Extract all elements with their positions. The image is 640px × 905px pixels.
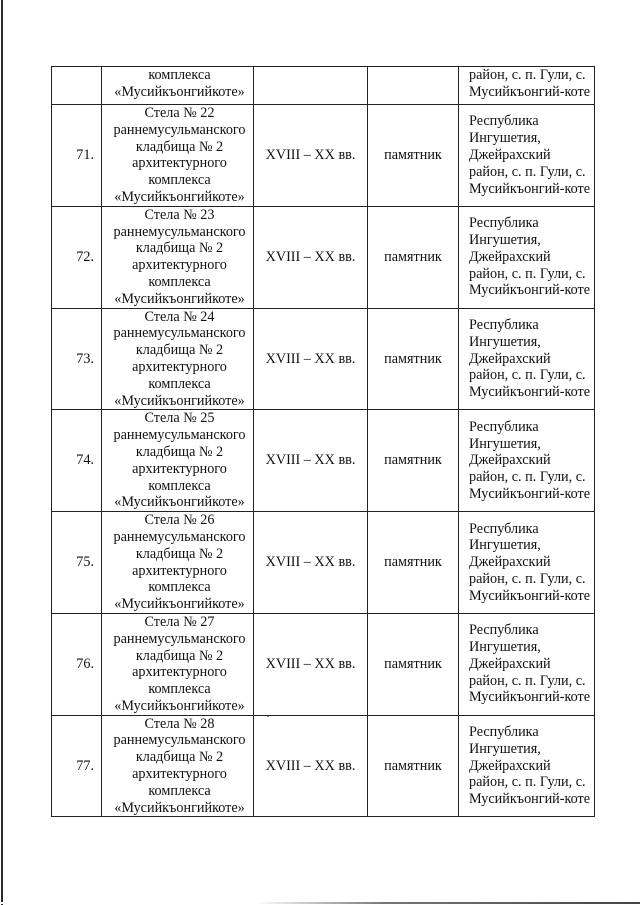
- name-cell: [102, 105, 254, 207]
- name-line: «Мусийкъонгийкоте»: [114, 290, 245, 307]
- location-cell: [459, 410, 595, 512]
- location-line: район, с. п. Гули, с.: [469, 265, 586, 282]
- name-line: «Мусийкъонгийкоте»: [114, 392, 245, 409]
- location-line: район, с. п. Гули, с.: [469, 67, 586, 83]
- name-cell: [102, 512, 254, 614]
- location-cell: [459, 715, 595, 817]
- scan-edge-bottom: [0, 902, 640, 904]
- location-cell: [459, 613, 595, 715]
- name-line: Стела № 28: [144, 715, 215, 732]
- location-line: Мусийкъонгий-коте: [469, 485, 591, 502]
- type-cell: памятник: [368, 105, 459, 207]
- name-text: [102, 105, 253, 206]
- location-line: Джейрахский: [469, 655, 551, 672]
- location-line: Мусийкъонгий-коте: [469, 282, 591, 299]
- location-line: район, с. п. Гули, с.: [469, 774, 586, 791]
- type-cell: [368, 67, 459, 105]
- number-cell: 77.: [52, 715, 102, 817]
- location-line: Республика: [469, 520, 539, 537]
- name-line: архитектурного: [132, 257, 227, 274]
- name-line: раннемусульманского: [113, 732, 246, 749]
- name-line: комплекса: [148, 67, 211, 83]
- location-line: район, с. п. Гули, с.: [469, 570, 586, 587]
- period-cell: XVIII – XX вв.: [254, 105, 368, 207]
- name-line: раннемусульманского: [113, 630, 246, 647]
- name-line: «Мусийкъонгийкоте»: [114, 494, 245, 511]
- name-line: «Мусийкъонгийкоте»: [114, 83, 245, 100]
- location-cell: [459, 512, 595, 614]
- period-cell: XVIII – XX вв.: [254, 308, 368, 410]
- scan-edge-left: [1, 0, 3, 905]
- period-cell: XVIII – XX вв.: [254, 512, 368, 614]
- table-row-continuation: [52, 67, 595, 105]
- location-text: [459, 622, 594, 706]
- period-cell: XVIII – XX вв.: [254, 613, 368, 715]
- table-body: [52, 67, 595, 817]
- name-line: Стела № 26: [144, 512, 215, 529]
- name-line: комплекса: [148, 681, 211, 698]
- type-cell: памятник: [368, 410, 459, 512]
- table-row: [52, 308, 595, 410]
- name-line: кладбища № 2: [135, 749, 224, 766]
- name-text: [102, 716, 253, 817]
- location-line: Ингушетия,: [469, 333, 541, 350]
- location-line: район, с. п. Гули, с.: [469, 163, 586, 180]
- type-cell: памятник: [368, 512, 459, 614]
- name-line: комплекса: [148, 172, 211, 189]
- number-cell: 71.: [52, 105, 102, 207]
- name-line: кладбища № 2: [135, 545, 224, 562]
- location-line: район, с. п. Гули, с.: [469, 469, 586, 486]
- location-cell: [459, 67, 595, 105]
- location-line: Джейрахский: [469, 757, 551, 774]
- location-line: Ингушетия,: [469, 435, 541, 452]
- location-line: Джейрахский: [469, 350, 551, 367]
- location-line: Джейрахский: [469, 554, 551, 571]
- location-line: Ингушетия,: [469, 130, 541, 147]
- name-line: Стела № 24: [144, 308, 215, 325]
- table-row: [52, 105, 595, 207]
- name-line: архитектурного: [132, 358, 227, 375]
- name-line: архитектурного: [132, 460, 227, 477]
- name-text: [102, 410, 253, 511]
- name-text: [102, 67, 253, 101]
- location-text: [459, 113, 594, 197]
- name-cell: [102, 613, 254, 715]
- name-line: раннемусульманского: [113, 528, 246, 545]
- location-text: [459, 724, 594, 808]
- period-cell: XVIII – XX вв.: [254, 410, 368, 512]
- location-cell: [459, 308, 595, 410]
- table-row: [52, 410, 595, 512]
- number-cell: 73.: [52, 308, 102, 410]
- name-line: комплекса: [148, 782, 211, 799]
- name-line: раннемусульманского: [113, 427, 246, 444]
- table-row: [52, 206, 595, 308]
- location-line: Мусийкъонгий-коте: [469, 791, 591, 808]
- number-cell: 76.: [52, 613, 102, 715]
- location-line: Мусийкъонгий-коте: [469, 83, 591, 100]
- location-line: Ингушетия,: [469, 740, 541, 757]
- name-line: комплекса: [148, 477, 211, 494]
- period-cell: XVIII – XX вв.: [254, 715, 368, 817]
- name-cell: [102, 410, 254, 512]
- location-cell: [459, 206, 595, 308]
- name-line: Стела № 27: [144, 613, 215, 630]
- name-line: комплекса: [148, 579, 211, 596]
- location-line: Джейрахский: [469, 146, 551, 163]
- number-cell: [52, 67, 102, 105]
- number-cell: 74.: [52, 410, 102, 512]
- location-line: Мусийкъонгий-коте: [469, 587, 591, 604]
- name-line: кладбища № 2: [135, 647, 224, 664]
- location-text: [459, 215, 594, 299]
- location-line: район, с. п. Гули, с.: [469, 367, 586, 384]
- type-cell: памятник: [368, 308, 459, 410]
- location-line: Джейрахский: [469, 452, 551, 469]
- location-line: Республика: [469, 622, 539, 639]
- name-line: кладбища № 2: [135, 138, 224, 155]
- location-line: Республика: [469, 215, 539, 232]
- name-line: архитектурного: [132, 155, 227, 172]
- name-line: «Мусийкъонгийкоте»: [114, 799, 245, 816]
- name-line: раннемусульманского: [113, 325, 246, 342]
- number-cell: 72.: [52, 206, 102, 308]
- location-line: Мусийкъонгий-коте: [469, 689, 591, 706]
- name-line: архитектурного: [132, 562, 227, 579]
- location-line: Республика: [469, 724, 539, 741]
- location-line: Республика: [469, 316, 539, 333]
- table-row: [52, 613, 595, 715]
- name-line: раннемусульманского: [113, 223, 246, 240]
- name-line: Стела № 25: [144, 410, 215, 427]
- location-line: Ингушетия,: [469, 231, 541, 248]
- location-line: Джейрахский: [469, 248, 551, 265]
- name-line: «Мусийкъонгийкоте»: [114, 596, 245, 613]
- type-cell: памятник: [368, 206, 459, 308]
- type-cell: памятник: [368, 715, 459, 817]
- name-line: кладбища № 2: [135, 240, 224, 257]
- location-line: Республика: [469, 113, 539, 130]
- period-cell: [254, 67, 368, 105]
- name-line: Стела № 23: [144, 206, 215, 223]
- location-text: [459, 317, 594, 401]
- name-cell: [102, 715, 254, 817]
- table-row: [52, 715, 595, 817]
- number-cell: 75.: [52, 512, 102, 614]
- type-cell: памятник: [368, 613, 459, 715]
- name-line: кладбища № 2: [135, 342, 224, 359]
- name-cell: [102, 67, 254, 105]
- name-line: архитектурного: [132, 766, 227, 783]
- location-line: Мусийкъонгий-коте: [469, 180, 591, 197]
- location-line: Мусийкъонгий-коте: [469, 384, 591, 401]
- name-line: архитектурного: [132, 664, 227, 681]
- name-text: [102, 512, 253, 613]
- location-text: [459, 67, 594, 101]
- location-line: Республика: [469, 418, 539, 435]
- location-line: район, с. п. Гули, с.: [469, 672, 586, 689]
- name-line: «Мусийкъонгийкоте»: [114, 697, 245, 714]
- location-line: Ингушетия,: [469, 639, 541, 656]
- name-text: [102, 309, 253, 410]
- location-text: [459, 419, 594, 503]
- table-row: [52, 512, 595, 614]
- location-line: Ингушетия,: [469, 537, 541, 554]
- name-line: Стела № 22: [144, 105, 215, 121]
- name-line: комплекса: [148, 273, 211, 290]
- period-cell: XVIII – XX вв.: [254, 206, 368, 308]
- name-line: раннемусульманского: [113, 121, 246, 138]
- location-cell: [459, 105, 595, 207]
- name-line: комплекса: [148, 375, 211, 392]
- name-cell: [102, 206, 254, 308]
- name-text: [102, 207, 253, 308]
- monuments-table: [51, 66, 595, 817]
- name-line: кладбища № 2: [135, 443, 224, 460]
- name-cell: [102, 308, 254, 410]
- location-text: [459, 521, 594, 605]
- name-line: «Мусийкъонгийкоте»: [114, 188, 245, 205]
- name-text: [102, 614, 253, 715]
